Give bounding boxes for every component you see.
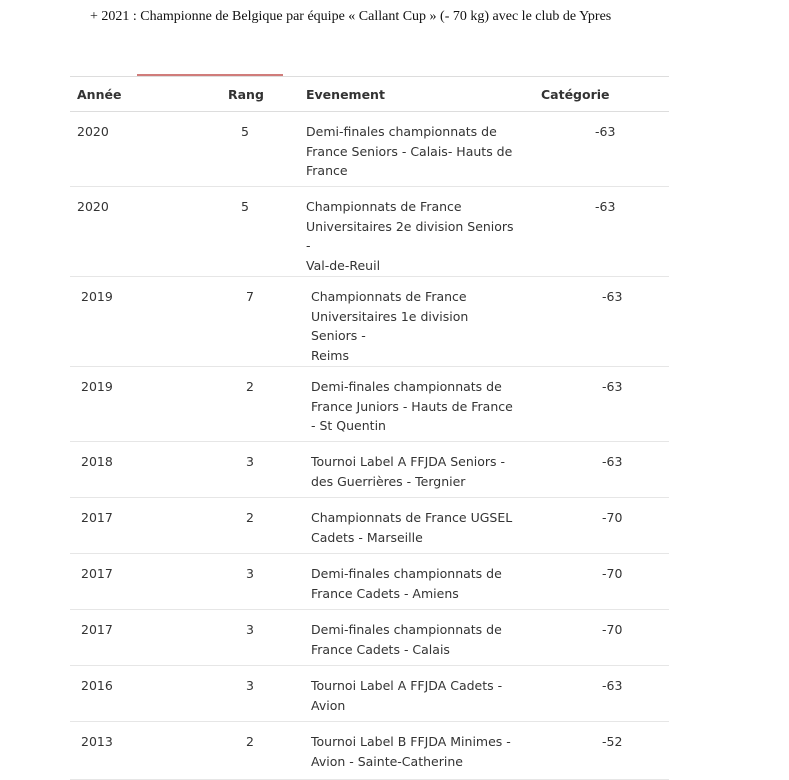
table-row xyxy=(70,498,669,554)
cell-annee: 2016 xyxy=(70,666,170,722)
evenement-line: France Juniors - Hauts de France xyxy=(311,398,513,414)
cell-annee: 2019 xyxy=(70,367,170,442)
evenement-line: - St Quentin xyxy=(311,418,386,433)
table-row xyxy=(70,112,669,187)
evenement-line: Demi-finales championnats de xyxy=(311,566,502,581)
categorie-value: -70 xyxy=(602,566,623,581)
cell-evenement xyxy=(289,442,529,498)
categorie-value: -52 xyxy=(602,734,623,749)
evenement-line: Avion - Sainte-Catherine xyxy=(311,753,463,769)
cell-annee: 2013 xyxy=(70,722,170,780)
cell-annee: 2019 xyxy=(70,277,170,367)
cell-annee: 2018 xyxy=(70,442,170,498)
cell-evenement xyxy=(289,112,529,187)
categorie-value: -63 xyxy=(595,124,616,139)
categorie-value: -63 xyxy=(595,199,616,214)
table-row xyxy=(70,610,669,666)
cell-evenement xyxy=(289,367,529,442)
categorie-value: -63 xyxy=(602,678,623,693)
intro-text: + 2021 : Championne de Belgique par équipe « Callant Cup » (- 70 kg) avec le club de Ypres xyxy=(90,9,612,24)
cell-categorie xyxy=(529,498,669,554)
table-row xyxy=(70,442,669,498)
cell-rang: 3 xyxy=(170,554,289,610)
evenement-line: Demi-finales championnats de xyxy=(311,622,502,637)
evenement-line: Tournoi Label A FFJDA Seniors - xyxy=(311,454,506,469)
categorie-value: -70 xyxy=(602,510,623,525)
categorie-value: -70 xyxy=(602,622,623,637)
evenement-line: Avion xyxy=(311,697,346,713)
cell-evenement xyxy=(289,554,529,610)
categorie-value: -63 xyxy=(602,289,623,304)
categorie-value: -63 xyxy=(602,454,623,469)
table-row xyxy=(70,187,669,277)
table-body xyxy=(70,112,669,780)
table-top-accent xyxy=(137,74,283,76)
header-categorie: Catégorie xyxy=(529,77,669,112)
cell-annee: 2017 xyxy=(70,498,170,554)
cell-rang: 2 xyxy=(170,498,289,554)
cell-categorie xyxy=(529,442,669,498)
evenement-line: France Seniors - Calais- Hauts de xyxy=(306,143,513,159)
cell-categorie xyxy=(529,367,669,442)
cell-categorie xyxy=(529,187,669,277)
evenement-line: Cadets - Marseille xyxy=(311,529,423,545)
evenement-line: Demi-finales championnats de xyxy=(306,124,497,139)
cell-evenement xyxy=(289,498,529,554)
categorie-value: -63 xyxy=(602,379,623,394)
table-header-row xyxy=(70,77,669,112)
header-rang: Rang xyxy=(170,77,289,112)
evenement-line: Universitaires 1e division Seniors - xyxy=(311,308,469,343)
results-table xyxy=(70,77,669,780)
cell-rang: 5 xyxy=(170,187,289,277)
cell-evenement xyxy=(289,610,529,666)
evenement-line: Tournoi Label A FFJDA Cadets - xyxy=(311,678,503,693)
evenement-line: Tournoi Label B FFJDA Minimes - xyxy=(311,734,511,749)
evenement-line: France xyxy=(306,163,348,178)
evenement-line: Universitaires 2e division Seniors - xyxy=(306,218,514,253)
evenement-line: France Cadets - Calais xyxy=(311,641,450,657)
evenement-line: Reims xyxy=(311,347,349,363)
cell-categorie xyxy=(529,112,669,187)
cell-categorie xyxy=(529,666,669,722)
table-row xyxy=(70,367,669,442)
cell-categorie xyxy=(529,610,669,666)
cell-categorie xyxy=(529,554,669,610)
cell-annee: 2020 xyxy=(70,112,170,187)
evenement-line: France Cadets - Amiens xyxy=(311,585,459,601)
cell-rang: 7 xyxy=(170,277,289,367)
cell-rang: 5 xyxy=(170,112,289,187)
header-annee: Année xyxy=(70,77,170,112)
cell-rang: 3 xyxy=(170,666,289,722)
cell-evenement xyxy=(289,187,529,277)
cell-rang: 2 xyxy=(170,722,289,780)
cell-evenement xyxy=(289,666,529,722)
cell-annee: 2020 xyxy=(70,187,170,277)
table-row xyxy=(70,277,669,367)
evenement-line: Val-de-Reuil xyxy=(306,257,381,273)
cell-annee: 2017 xyxy=(70,554,170,610)
header-evenement: Evenement xyxy=(289,77,529,112)
table-row xyxy=(70,554,669,610)
evenement-line: Championnats de France xyxy=(311,289,467,304)
cell-rang: 3 xyxy=(170,610,289,666)
cell-categorie xyxy=(529,277,669,367)
cell-rang: 3 xyxy=(170,442,289,498)
evenement-line: Demi-finales championnats de xyxy=(311,379,502,394)
cell-evenement xyxy=(289,277,529,367)
table-row xyxy=(70,666,669,722)
cell-annee: 2017 xyxy=(70,610,170,666)
evenement-line: Championnats de France UGSEL xyxy=(311,510,513,525)
evenement-line: Championnats de France xyxy=(306,199,462,214)
cell-rang: 2 xyxy=(170,367,289,442)
evenement-line: des Guerrières - Tergnier xyxy=(311,473,466,489)
